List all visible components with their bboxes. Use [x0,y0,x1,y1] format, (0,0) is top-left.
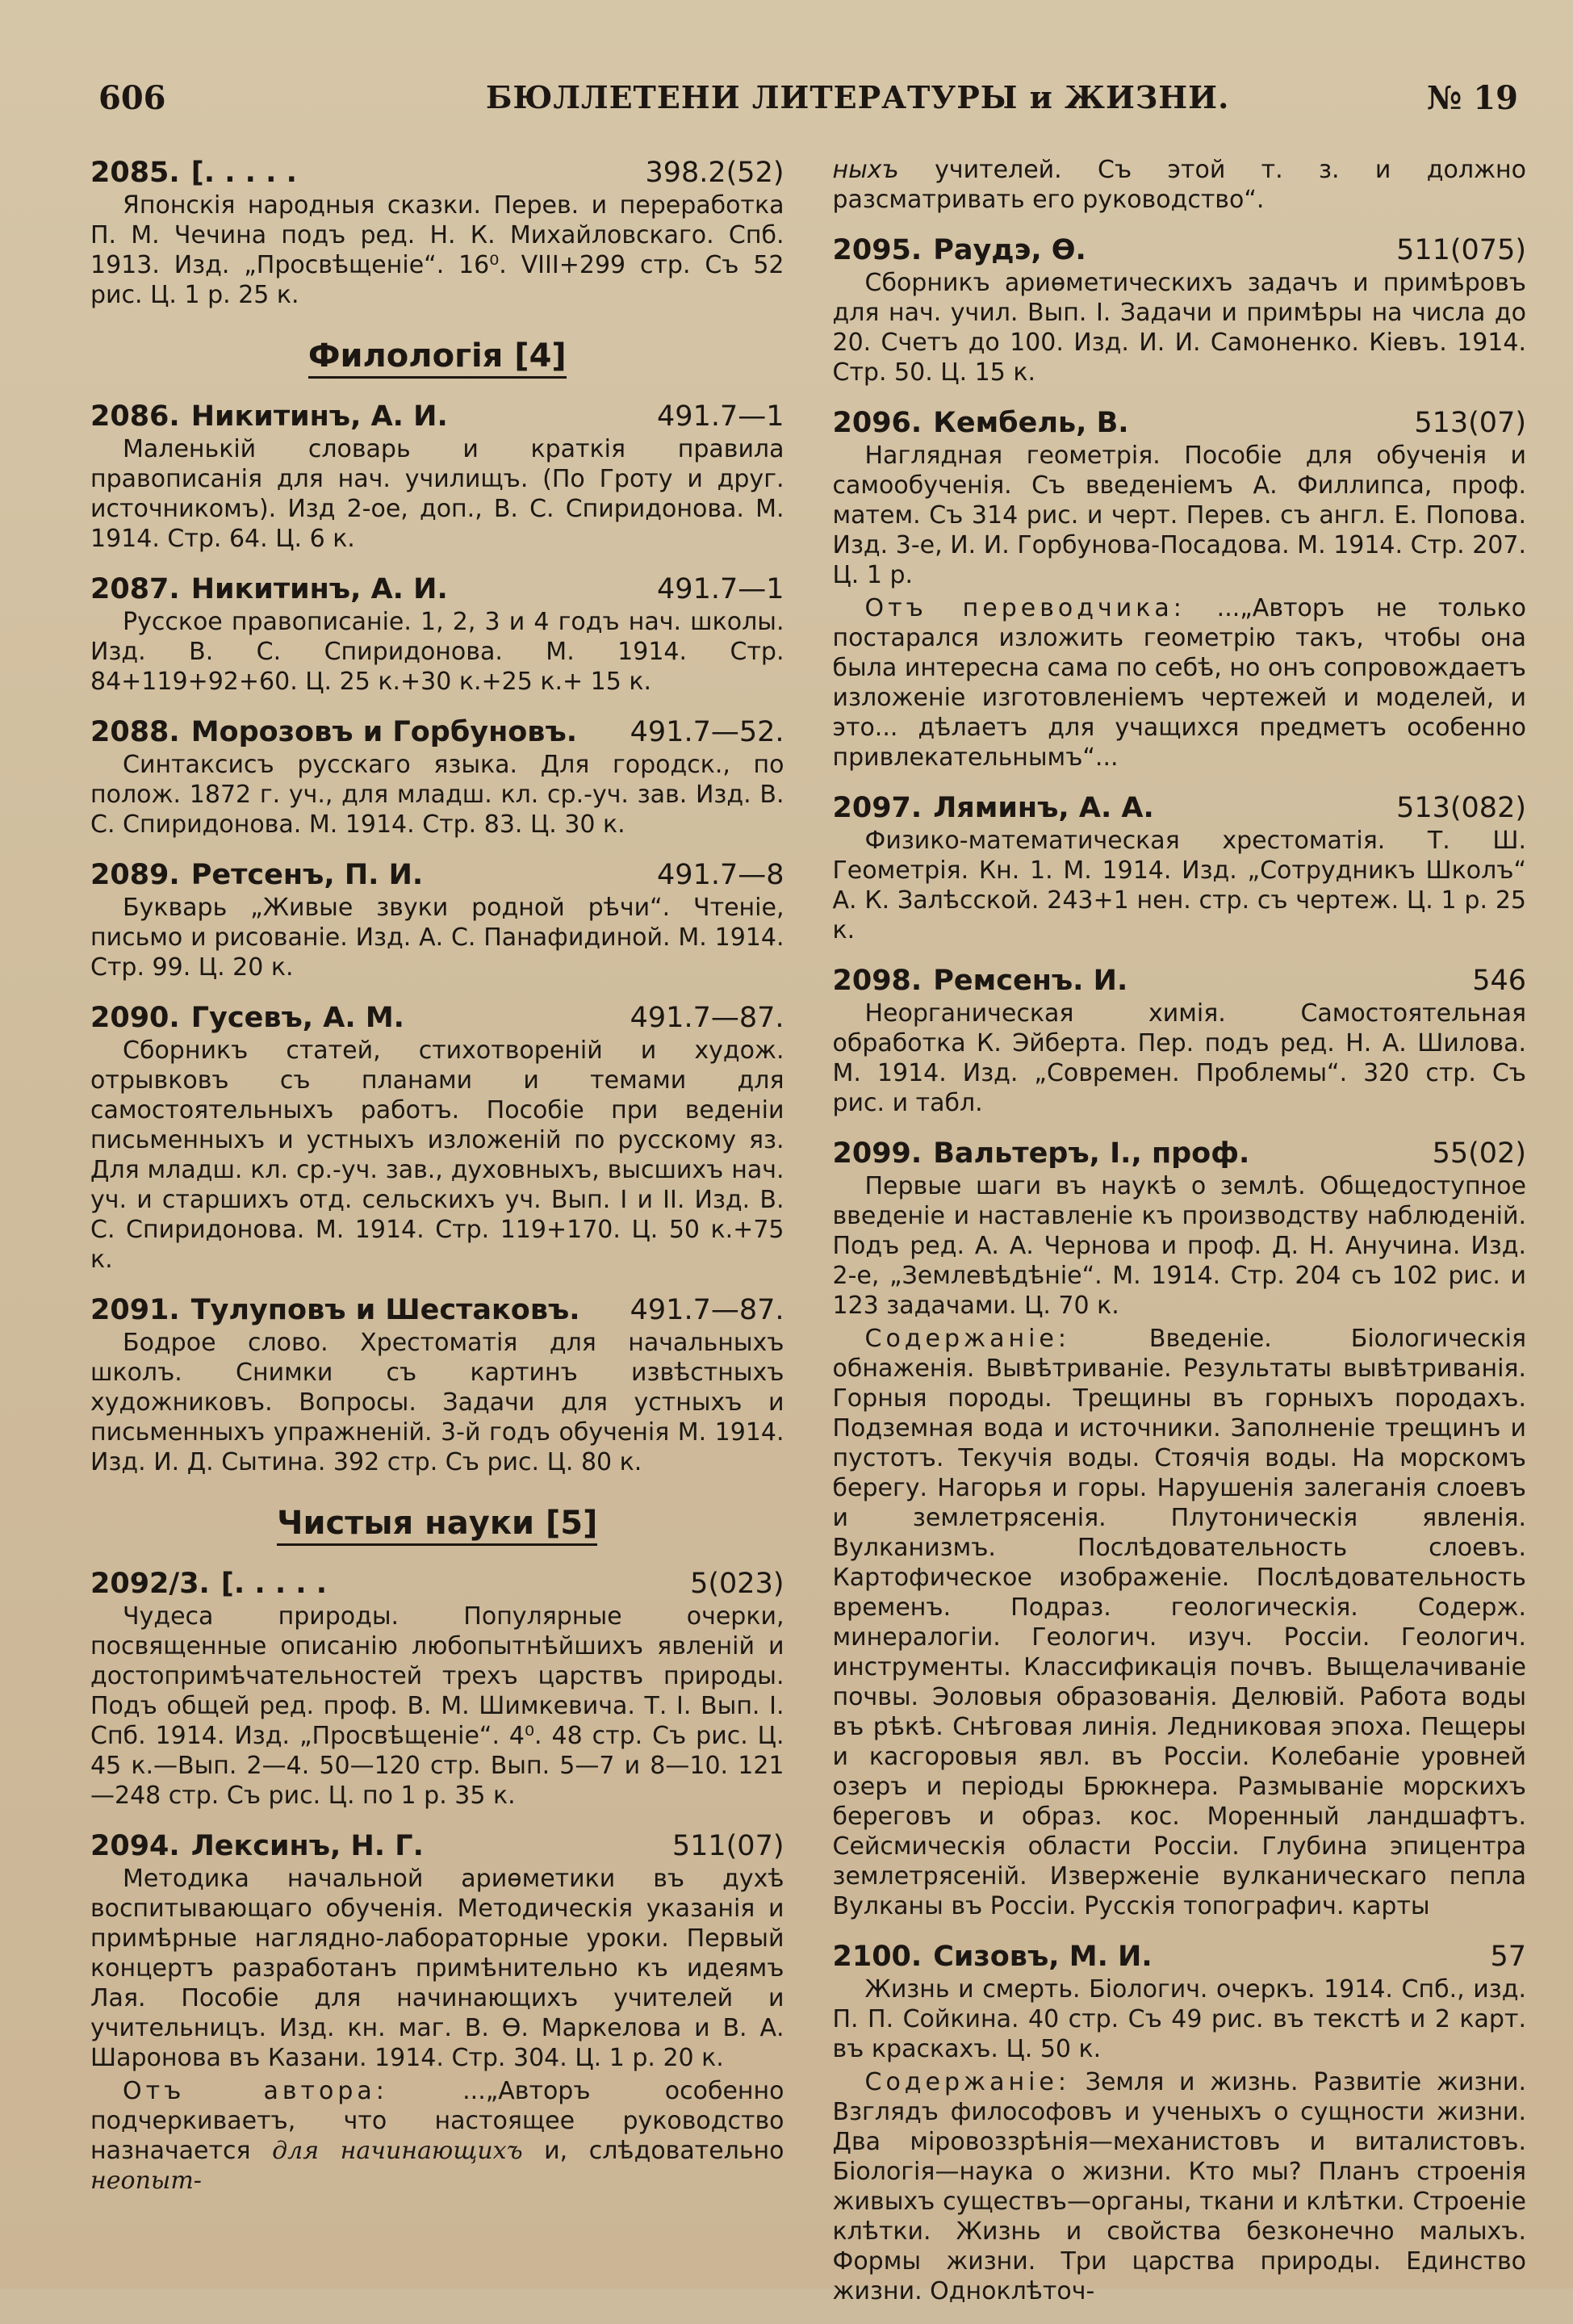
entry-author: Вальтеръ, І., проф. [933,1137,1250,1170]
entry-2092 [90,1566,784,1811]
entry-author: Ремсенъ. И. [933,965,1128,997]
entry-text: Жизнь и смерть. Біологич. очеркъ. 1914. Спб., изд. П. П. Сойкина. 40 стр. Съ 49 рис. въ текстѣ и 2 карт. въ краскахъ. Ц. 50 к. [832,1975,1526,2063]
note-text: Введеніе. Біологическія обнаженія. Вывѣтриваніе. Результаты вывѣтриванія. Горныя породы. Трещины въ горныхъ породахъ. Подземная вода и источники. Заполненіе трещинъ и пустотъ. Текучія воды. Стоячія воды. На морскомъ берегу. Нагорья и горы. Нарушенія залеганія слоевъ и землетрясенія. Плутоническія явленія. Вулканизмъ. Послѣдовательность слоевъ. Картофическое изображеніе. Послѣдовательность временъ. Подраз. геологическія. Содерж. минералогіи. Геологич. изуч. Россіи. Геологич. инструменты. Классификація почвъ. Выщелачиваніе почвы. Эоловыя образованія. Делювій. Работа воды въ рѣкѣ. Снѣговая линія. Ледниковая эпоха. Пещеры и касгоровыя явл. въ Россіи. Колебаніе уровней озеръ и періоды Брюкнера. Размываніе морскихъ береговъ и образ. кос. Моренный ландшафтъ. Сейсмическія области Россіи. Глубина эпицентра землетрясеній. Изверженіе вулканическаго пепла Вулканы въ Россіи. Русскія топографич. карты [832,1325,1526,1920]
note-text: ...„Авторъ особенно подчеркиваетъ, что настоящее руководство назначается [90,2077,784,2165]
entry-2085 [90,155,784,310]
entry-text: Неорганическая химія. Самостоятельная обработка К. Эйберта. Пер. подъ ред. Н. А. Шилова. М. 1914. Изд. „Современ. Проблемы“. 320 стр. Съ рис. и табл. [832,999,1526,1117]
entry-author: Никитинъ, А. И. [190,400,448,433]
entry-2100 [833,1939,1527,2306]
entry-author: Морозовъ и Горбуновъ. [190,716,578,748]
entry-udc: 491.7—8 [657,859,784,891]
entry-number: 2098. [832,965,922,997]
entry-number: 2091. [90,1294,180,1326]
entry-2091 [90,1292,784,1477]
entry-text: Синтаксисъ русскаго языка. Для городск., по полож. 1872 г. уч., для младш. кл. ср.-уч. зав. Изд. В. С. Спиридонова. М. 1914. Стр. 83. Ц. 30 к. [90,751,784,839]
entry-text: Физико-математическая хрестоматія. Т. Ш. Геометрія. Кн. 1. М. 1914. Изд. „Сотрудникъ Школъ“ А. К. Залѣсской. 243+1 нен. стр. съ чертеж. Ц. 1 р. 25 к. [832,827,1526,944]
entry-udc: 513(082) [1396,792,1526,824]
note-label: Отъ переводчика: [864,594,1186,622]
entry-2099 [833,1136,1527,1921]
entry-author: [. . . . . [190,157,297,189]
note-italic: для начинающихъ [272,2137,523,2165]
entry-text: Русское правописаніе. 1, 2, 3 и 4 годъ нач. школы. Изд. В. С. Спиридонова. М. 1914. Стр. 84+119+92+60. Ц. 25 к.+30 к.+25 к.+ 15 к. [90,608,784,696]
entry-text: Чудеса природы. Популярные очерки, посвященные описанію любопытнѣйшихъ явленій и достопримѣчательностей трехъ царствъ природы. Подъ общей ред. проф. В. М. Шимкевича. Т. I. Вып. I. Спб. 1914. Изд. „Просвѣщеніе“. 4⁰. 48 стр. Съ рис. Ц. 45 к.—Вып. 2—4. 50—120 стр. Вып. 5—7 и 8—10. 121—248 стр. Съ рис. Ц. по 1 р. 35 к. [90,1602,784,1810]
entry-author: Ретсенъ, П. И. [190,859,424,891]
entry-text: Японскія народныя сказки. Перев. и переработка П. М. Чечина подъ ред. Н. К. Михайловскаго. Спб. 1913. Изд. „Просвѣщеніе“. 16⁰. VIII+299 стр. Съ 52 рис. Ц. 1 р. 25 к. [90,191,784,309]
entry-author: Ляминъ, А. А. [933,792,1154,824]
entry-author: [. . . . . [220,1568,328,1600]
note-text: Земля и жизнь. Развитіе жизни. Взглядъ философовъ и ученыхъ о сущности жизни. Два міровоззрѣнія—механистовъ и виталистовъ. Біологія—наука о жизни. Кто мы? Планъ строенія живыхъ существъ—органы, ткани и клѣтки. Строеніе клѣтки. Жизнь и свойства безконечно малыхъ. Формы жизни. Три царства природы. Единство жизни. Одноклѣточ- [832,2068,1526,2305]
note-italic: неопыт- [90,2167,202,2195]
entry-udc: 491.7—52. [630,716,784,748]
entry-2094 [90,1828,784,2196]
note-label: Содержаніе: [864,2068,1070,2096]
note-label: Отъ автора: [123,2077,388,2105]
note-text: учителей. Съ этой т. з. и должно разсматривать его руководство“. [832,156,1526,214]
entry-author: Никитинъ, А. И. [190,573,448,605]
entry-text: Маленькій словарь и краткія правила правописанія для нач. училищъ. (По Гроту и друг. источникомъ). Изд 2-ое, доп., В. С. Спиридонова. М. 1914. Стр. 64. Ц. 6 к. [90,435,784,553]
issue-number: № 19 [1426,79,1518,117]
entry-continuation [833,155,1527,215]
entry-number: 2089. [90,859,180,891]
entry-number: 2096. [832,407,922,439]
note-text: и, слѣдовательно [522,2137,784,2165]
page-header [90,71,1526,128]
entry-number: 2092/3. [90,1568,210,1600]
entry-author: Сизовъ, М. И. [933,1941,1153,1973]
entry-udc: 5(023) [690,1568,784,1600]
section-heading: Чистыя науки [5] [90,1505,784,1542]
entry-udc: 491.7—87. [630,1294,784,1326]
entry-udc: 491.7—1 [657,400,784,433]
entry-number: 2100. [832,1941,922,1973]
journal-title: БЮЛЛЕТЕНИ ЛИТЕРАТУРЫ и ЖИЗНИ. [486,79,1230,115]
note-label: Содержаніе: [864,1325,1070,1353]
entry-author: Лексинъ, Н. Г. [190,1830,424,1862]
entry-udc: 57 [1490,1941,1526,1973]
entry-udc: 55(02) [1432,1137,1526,1170]
entry-text: Сборникъ статей, стихотвореній и худож. отрывковъ съ планами и темами для самостоятельныхъ работъ. Пособіе при веденіи письменныхъ и устныхъ изложеній по русскому яз. Для младш. кл. ср.-уч. зав., духовныхъ, высшихъ нач. уч. и старшихъ отд. сельскихъ уч. Вып. I и II. Изд. В. С. Спиридонова. М. 1914. Стр. 119+170. Ц. 50 к.+75 к. [90,1036,784,1274]
entry-2097 [833,790,1527,945]
entry-udc: 491.7—1 [657,573,784,605]
entry-note [833,2067,1527,2306]
entry-2087 [90,572,784,697]
entry-text: Методика начальной ариѳметики въ духѣ воспитывающаго обученія. Методическія указанія и примѣрные наглядно-лабораторные уроки. Первый концертъ разработанъ примѣнительно къ идеямъ Лая. Пособіе для начинающихъ учителей и учительницъ. Изд. кн. маг. В. Ѳ. Маркелова и В. А. Шаронова въ Казани. 1914. Стр. 304. Ц. 1 р. 20 к. [90,1865,784,2072]
right-column [833,155,1527,2324]
entry-udc: 511(07) [671,1830,784,1862]
entry-number: 2097. [832,792,922,824]
page-number: 606 [98,79,166,117]
entry-udc: 546 [1472,965,1526,997]
entry-text: Первые шаги въ наукѣ о землѣ. Общедоступное введеніе и наставленіе къ производству наблюденій. Подъ ред. А. А. Чернова и проф. Д. Н. Анучина. Изд. 2-е, „Землевѣдѣніе“. М. 1914. Стр. 204 съ 102 рис. и 123 задачами. Ц. 70 к. [832,1172,1526,1320]
entry-udc: 491.7—87. [630,1002,784,1034]
entry-2098 [833,963,1527,1118]
entry-udc: 511(075) [1396,234,1526,266]
entry-number: 2090. [90,1002,180,1034]
entry-text: Букварь „Живые звуки родной рѣчи“. Чтеніе, письмо и рисованіе. Изд. А. С. Панафидиной. М. 1914. Стр. 99. Ц. 20 к. [90,894,784,982]
entry-note [833,1324,1527,1921]
entry-number: 2086. [90,400,180,433]
note-italic: ныхъ [832,156,899,184]
entry-author: Гусевъ, А. М. [190,1002,404,1034]
entry-text: Наглядная геометрія. Пособіе для обученія и самообученія. Съ введеніемъ А. Филлипса, проф. матем. Съ 314 рис. и черт. Перев. съ англ. Е. Попова. Изд. 3-е, И. И. Горбунова-Посадова. М. 1914. Стр. 207. Ц. 1 р. [832,442,1526,589]
entry-udc: 398.2(52) [645,157,784,189]
entry-number: 2095. [832,234,922,266]
entry-2086 [90,399,784,554]
entry-2089 [90,857,784,982]
entry-note [833,593,1527,773]
entry-2088 [90,714,784,840]
entry-number: 2099. [832,1137,922,1170]
entry-number: 2085. [90,157,180,189]
note-text: ...„Авторъ не только постарался изложить геометрію такъ, чтобы она была интересна сама по себѣ, но онъ сопровождаетъ изложеніе изготовленіемъ чертежей и моделей, и это... дѣлаетъ для учащихся предметъ особенно привлекательнымъ“... [832,594,1526,772]
section-heading: Филологія [4] [90,337,784,375]
entry-2090 [90,1000,784,1275]
entry-note [90,2076,784,2196]
entry-number: 2087. [90,573,180,605]
entry-udc: 513(07) [1414,407,1526,439]
entry-text: Бодрое слово. Хрестоматія для начальныхъ школъ. Снимки съ картинъ извѣстныхъ художниковъ. Вопросы. Задачи для устныхъ и письменныхъ упражненій. 3-й годъ обученія М. 1914. Изд. И. Д. Сытина. 392 стр. Съ рис. Ц. 80 к. [90,1329,784,1476]
entry-author: Раудэ, Ѳ. [933,234,1086,266]
entry-2096 [833,405,1527,773]
entry-author: Тулуповъ и Шестаковъ. [190,1294,580,1326]
entry-author: Кембель, В. [933,407,1129,439]
entry-2095 [833,232,1527,387]
entry-number: 2088. [90,716,180,748]
entry-number: 2094. [90,1830,180,1862]
entry-text: Сборникъ ариѳметическихъ задачъ и примѣровъ для нач. учил. Вып. I. Задачи и примѣры на числа до 20. Счетъ до 100. Изд. И. И. Самоненко. Кіевъ. 1914. Стр. 50. Ц. 15 к. [832,269,1526,387]
left-column [90,155,784,2324]
